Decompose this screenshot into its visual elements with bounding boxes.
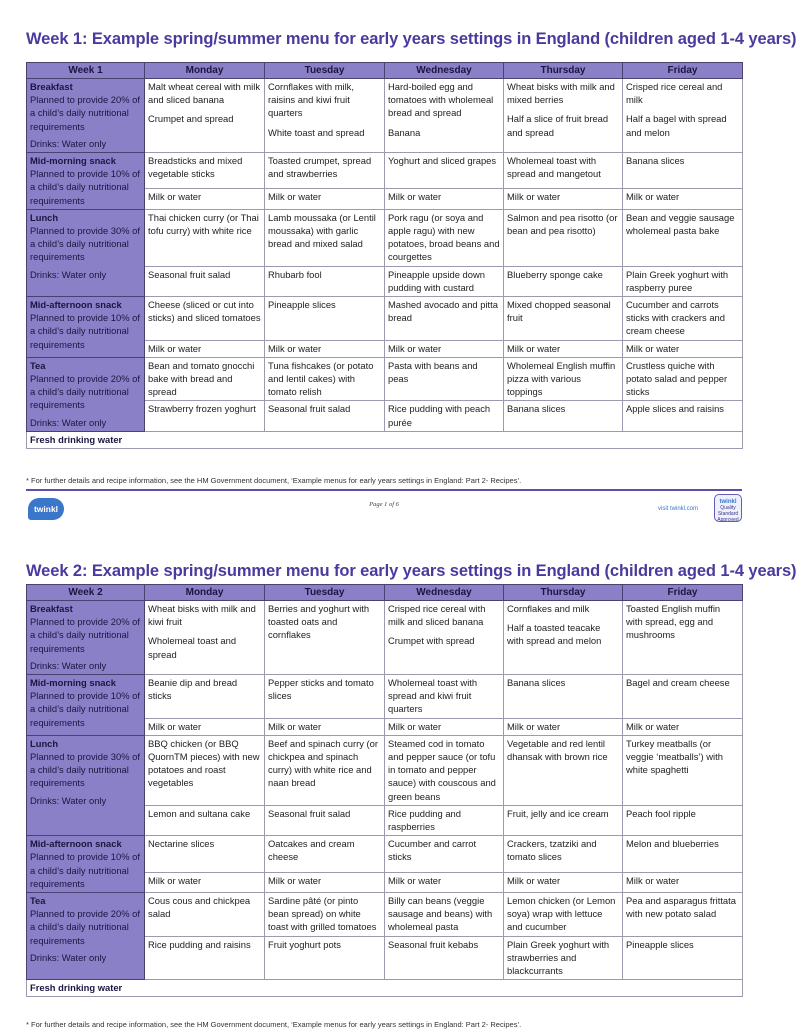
meal-plan: Planned to provide 10% of a child’s daily nutritional requirements bbox=[30, 168, 140, 206]
menu-item: Billy can beans (veggie sausage and beans) with wholemeal pasta bbox=[388, 895, 493, 933]
menu-item: Salmon and pea risotto (or bean and pea risotto) bbox=[507, 211, 618, 237]
dessert-cell: Plain Greek yoghurt with raspberry puree bbox=[623, 266, 743, 296]
menu-cell bbox=[145, 601, 265, 675]
dessert-cell: Rice pudding with peach purée bbox=[385, 401, 504, 431]
header-row bbox=[27, 63, 743, 79]
meal-row bbox=[27, 735, 743, 805]
meal-label bbox=[27, 357, 145, 431]
meal-name: Tea bbox=[30, 359, 46, 371]
menu-item: Nectarine slices bbox=[148, 838, 215, 850]
menu-cell bbox=[265, 297, 385, 341]
dessert-cell: Banana slices bbox=[504, 401, 623, 431]
menu-item: Vegetable and red lentil dhansak with brown rice bbox=[507, 737, 608, 763]
menu-cell bbox=[145, 893, 265, 937]
day-header: Monday bbox=[145, 63, 265, 79]
dessert-cell: Rice pudding and raisins bbox=[145, 936, 265, 980]
dessert-cell: Pineapple upside down pudding with custard bbox=[385, 266, 504, 296]
menu-cell bbox=[623, 893, 743, 937]
menu-item: Wheat bisks with milk and mixed berries bbox=[507, 81, 615, 106]
menu-cell bbox=[504, 601, 623, 675]
menu-cell bbox=[265, 153, 385, 189]
meal-row bbox=[27, 357, 743, 401]
menu-cell bbox=[504, 357, 623, 401]
menu-item: Banana slices bbox=[626, 155, 685, 167]
menu-item: Wholemeal toast and spread bbox=[148, 635, 237, 660]
menu-cell bbox=[623, 836, 743, 872]
meal-drinks: Drinks: Water only bbox=[30, 137, 107, 149]
drink-cell: Milk or water bbox=[623, 189, 743, 210]
week-header: Week 1 bbox=[27, 63, 145, 79]
meal-label bbox=[27, 153, 145, 210]
menu-page-week-2 bbox=[0, 540, 796, 1029]
menu-cell bbox=[623, 675, 743, 719]
menu-item: Crustless quiche with potato salad and pepper sticks bbox=[626, 359, 728, 398]
menu-item: Thai chicken curry (or Thai tofu curry) with white rice bbox=[148, 211, 259, 237]
menu-cell bbox=[385, 297, 504, 341]
menu-cell bbox=[504, 79, 623, 153]
menu-cell bbox=[265, 79, 385, 153]
drink-cell: Milk or water bbox=[504, 189, 623, 210]
meal-row bbox=[27, 297, 743, 341]
twinkl-logo: twinkl bbox=[28, 498, 64, 520]
menu-item: White toast and spread bbox=[268, 126, 365, 138]
drink-cell: Milk or water bbox=[145, 718, 265, 735]
menu-cell bbox=[504, 836, 623, 872]
drink-cell: Milk or water bbox=[385, 340, 504, 357]
meal-name: Mid-morning snack bbox=[30, 677, 116, 689]
dessert-cell: Fruit yoghurt pots bbox=[265, 936, 385, 980]
dessert-cell: Seasonal fruit salad bbox=[265, 401, 385, 431]
drink-cell: Milk or water bbox=[623, 718, 743, 735]
menu-cell bbox=[145, 836, 265, 872]
dessert-cell: Peach fool ripple bbox=[623, 805, 743, 835]
menu-item: Turkey meatballs (or veggie ‘meatballs’) with white spaghetti bbox=[626, 737, 723, 776]
meal-name: Tea bbox=[30, 895, 46, 907]
meal-plan: Planned to provide 20% of a child’s daily nutritional requirements bbox=[30, 373, 140, 411]
divider bbox=[26, 489, 742, 491]
menu-cell bbox=[385, 893, 504, 937]
fresh-water-row bbox=[27, 980, 743, 997]
menu-cell bbox=[145, 209, 265, 266]
menu-item: Toasted English muffin with spread, egg and mushrooms bbox=[626, 603, 721, 641]
menu-item: BBQ chicken (or BBQ QuornTM pieces) with new potatoes and roast vegetables bbox=[148, 737, 260, 789]
menu-item: Half a slice of fruit bread and spread bbox=[507, 113, 609, 138]
drink-cell: Milk or water bbox=[145, 872, 265, 893]
day-header: Thursday bbox=[504, 585, 623, 601]
day-header: Tuesday bbox=[265, 63, 385, 79]
menu-item: Beanie dip and bread sticks bbox=[148, 677, 238, 702]
menu-item: Half a toasted teacake with spread and melon bbox=[507, 622, 602, 647]
menu-item: Crumpet with spread bbox=[388, 635, 475, 647]
menu-item: Malt wheat cereal with milk and sliced banana bbox=[148, 81, 261, 106]
menu-item: Lemon chicken (or Lemon soya) wrap with lettuce and cucumber bbox=[507, 895, 616, 933]
menu-cell bbox=[504, 893, 623, 937]
meal-row bbox=[27, 836, 743, 872]
fresh-water: Fresh drinking water bbox=[27, 431, 743, 448]
menu-item: Crisped rice cereal with milk and sliced banana bbox=[388, 603, 486, 628]
page-title: Week 2: Example spring/summer menu for early years settings in England (children aged 1-4 years) bbox=[26, 562, 796, 580]
meal-plan: Planned to provide 10% of a child’s daily nutritional requirements bbox=[30, 312, 140, 350]
menu-item: Pork ragu (or soya and apple ragu) with new potatoes, broad beans and courgettes bbox=[388, 211, 500, 263]
menu-item: Steamed cod in tomato and pepper sauce (or tofu in tomato and pepper sauce) with couscous and green beans bbox=[388, 737, 496, 802]
menu-item: Wholemeal toast with spread and mangetout bbox=[507, 155, 601, 180]
menu-item: Tuna fishcakes (or potato and lentil cakes) with tomato relish bbox=[268, 359, 374, 398]
badge-subtext: Quality Standard Approved bbox=[717, 505, 739, 523]
menu-item: Crisped rice cereal and milk bbox=[626, 81, 723, 106]
menu-cell bbox=[145, 357, 265, 401]
meal-plan: Planned to provide 10% of a child’s daily nutritional requirements bbox=[30, 690, 140, 728]
menu-cell bbox=[385, 675, 504, 719]
menu-item: Bean and tomato gnocchi bake with bread and spread bbox=[148, 359, 255, 398]
meal-plan: Planned to provide 20% of a child’s daily nutritional requirements bbox=[30, 908, 140, 946]
meal-row bbox=[27, 153, 743, 189]
page-number: Page 1 of 6 bbox=[369, 501, 399, 508]
dessert-cell: Rhubarb fool bbox=[265, 266, 385, 296]
menu-cell bbox=[265, 209, 385, 266]
meal-row bbox=[27, 209, 743, 266]
meal-name: Mid-afternoon snack bbox=[30, 838, 122, 850]
dessert-cell: Seasonal fruit kebabs bbox=[385, 936, 504, 980]
day-header: Thursday bbox=[504, 63, 623, 79]
drink-cell: Milk or water bbox=[145, 340, 265, 357]
header-row bbox=[27, 585, 743, 601]
drink-cell: Milk or water bbox=[504, 340, 623, 357]
menu-item: Cucumber and carrots sticks with crackers and cream cheese bbox=[626, 299, 725, 337]
day-header: Friday bbox=[623, 585, 743, 601]
menu-cell bbox=[145, 735, 265, 805]
drink-cell: Milk or water bbox=[385, 718, 504, 735]
menu-item: Cheese (sliced or cut into sticks) and sliced tomatoes bbox=[148, 299, 261, 324]
page-title: Week 1: Example spring/summer menu for early years settings in England (children aged 1-4 years) bbox=[26, 30, 796, 48]
meal-label bbox=[27, 297, 145, 358]
meal-label bbox=[27, 893, 145, 980]
meal-plan: Planned to provide 20% of a child’s daily nutritional requirements bbox=[30, 94, 140, 132]
dessert-cell: Rice pudding and raspberries bbox=[385, 805, 504, 835]
menu-cell bbox=[504, 209, 623, 266]
menu-item: Banana slices bbox=[507, 677, 566, 689]
day-header: Wednesday bbox=[385, 63, 504, 79]
menu-item: Cornflakes and milk bbox=[507, 603, 590, 614]
meal-name: Mid-afternoon snack bbox=[30, 299, 122, 311]
meal-label bbox=[27, 79, 145, 153]
menu-cell bbox=[265, 735, 385, 805]
menu-item: Wheat bisks with milk and kiwi fruit bbox=[148, 603, 256, 628]
menu-cell bbox=[504, 675, 623, 719]
menu-cell bbox=[385, 357, 504, 401]
menu-item: Melon and blueberries bbox=[626, 838, 719, 850]
day-header: Wednesday bbox=[385, 585, 504, 601]
menu-cell bbox=[265, 836, 385, 872]
menu-cell bbox=[145, 297, 265, 341]
menu-item: Crumpet and spread bbox=[148, 113, 234, 125]
drink-cell: Milk or water bbox=[385, 872, 504, 893]
meal-label bbox=[27, 836, 145, 893]
drink-cell: Milk or water bbox=[504, 872, 623, 893]
menu-item: Banana bbox=[388, 126, 421, 138]
drink-cell: Milk or water bbox=[623, 340, 743, 357]
menu-cell bbox=[623, 601, 743, 675]
menu-cell bbox=[504, 297, 623, 341]
menu-item: Berries and yoghurt with toasted oats and cornflakes bbox=[268, 603, 370, 641]
menu-cell bbox=[623, 79, 743, 153]
meal-row bbox=[27, 79, 743, 153]
meal-label bbox=[27, 735, 145, 835]
menu-cell bbox=[385, 209, 504, 266]
dessert-cell: Seasonal fruit salad bbox=[265, 805, 385, 835]
dessert-cell: Strawberry frozen yoghurt bbox=[145, 401, 265, 431]
menu-cell bbox=[504, 153, 623, 189]
meal-name: Lunch bbox=[30, 211, 59, 223]
drink-cell: Milk or water bbox=[265, 718, 385, 735]
dessert-cell: Seasonal fruit salad bbox=[145, 266, 265, 296]
meal-plan: Planned to provide 30% of a child’s daily nutritional requirements bbox=[30, 751, 140, 789]
meal-drinks: Drinks: Water only bbox=[30, 951, 107, 963]
menu-item: Mixed chopped seasonal fruit bbox=[507, 299, 611, 324]
menu-cell bbox=[385, 79, 504, 153]
menu-cell bbox=[385, 153, 504, 189]
meal-name: Breakfast bbox=[30, 81, 73, 92]
menu-item: Yoghurt and sliced grapes bbox=[388, 155, 497, 167]
menu-item: Beef and spinach curry (or chickpea and spinach curry) with white rice and naan bread bbox=[268, 737, 378, 789]
drink-cell: Milk or water bbox=[265, 189, 385, 210]
drink-cell: Milk or water bbox=[385, 189, 504, 210]
meal-row bbox=[27, 893, 743, 937]
menu-item: Crackers, tzatziki and tomato slices bbox=[507, 838, 597, 863]
menu-cell bbox=[145, 79, 265, 153]
menu-cell bbox=[265, 893, 385, 937]
meal-drinks: Drinks: Water only bbox=[30, 794, 107, 806]
meal-name: Breakfast bbox=[30, 603, 73, 614]
menu-cell bbox=[623, 153, 743, 189]
fresh-water: Fresh drinking water bbox=[27, 980, 743, 997]
menu-item: Bean and veggie sausage wholemeal pasta bake bbox=[626, 211, 735, 237]
menu-item: Breadsticks and mixed vegetable sticks bbox=[148, 155, 243, 180]
menu-table bbox=[26, 62, 743, 449]
meal-plan: Planned to provide 20% of a child’s daily nutritional requirements bbox=[30, 616, 140, 654]
day-header: Friday bbox=[623, 63, 743, 79]
meal-row bbox=[27, 601, 743, 675]
menu-item: Pea and asparagus frittata with new potato salad bbox=[626, 895, 736, 920]
menu-item: Wholemeal English muffin pizza with various toppings bbox=[507, 359, 616, 398]
menu-item: Pepper sticks and tomato slices bbox=[268, 677, 374, 702]
menu-cell bbox=[385, 735, 504, 805]
meal-label bbox=[27, 209, 145, 296]
drink-cell: Milk or water bbox=[145, 189, 265, 210]
menu-cell bbox=[623, 735, 743, 805]
menu-cell bbox=[385, 601, 504, 675]
week-header: Week 2 bbox=[27, 585, 145, 601]
meal-row bbox=[27, 675, 743, 719]
menu-item: Cornflakes with milk, raisins and kiwi fruit quarters bbox=[268, 81, 354, 119]
menu-cell bbox=[145, 153, 265, 189]
footnote: * For further details and recipe information, see the HM Government document, ‘Example menus for early years settings in England: Part 2- Recipes’. bbox=[26, 1020, 522, 1029]
drink-cell: Milk or water bbox=[623, 872, 743, 893]
menu-item: Sardine pâté (or pinto bean spread) on white toast with grilled tomatoes bbox=[268, 895, 377, 933]
menu-cell bbox=[265, 357, 385, 401]
menu-item: Mashed avocado and pitta bread bbox=[388, 299, 498, 324]
meal-drinks: Drinks: Water only bbox=[30, 416, 107, 428]
menu-item: Cucumber and carrot sticks bbox=[388, 838, 477, 863]
menu-item: Pasta with beans and peas bbox=[388, 359, 478, 385]
day-header: Monday bbox=[145, 585, 265, 601]
meal-label bbox=[27, 675, 145, 736]
visit-link[interactable]: visit twinkl.com bbox=[658, 506, 699, 512]
dessert-cell: Fruit, jelly and ice cream bbox=[504, 805, 623, 835]
meal-plan: Planned to provide 30% of a child’s daily nutritional requirements bbox=[30, 225, 140, 263]
menu-item: Cous cous and chickpea salad bbox=[148, 895, 251, 920]
fresh-water-row bbox=[27, 431, 743, 448]
quality-badge bbox=[714, 494, 742, 522]
menu-item: Bagel and cream cheese bbox=[626, 677, 730, 689]
meal-label bbox=[27, 601, 145, 675]
day-header: Tuesday bbox=[265, 585, 385, 601]
menu-cell bbox=[623, 357, 743, 401]
meal-drinks: Drinks: Water only bbox=[30, 659, 107, 671]
meal-plan: Planned to provide 10% of a child’s daily nutritional requirements bbox=[30, 851, 140, 889]
drink-cell: Milk or water bbox=[265, 872, 385, 893]
dessert-cell: Blueberry sponge cake bbox=[504, 266, 623, 296]
dessert-cell: Lemon and sultana cake bbox=[145, 805, 265, 835]
menu-cell bbox=[145, 675, 265, 719]
menu-item: Hard-boiled egg and tomatoes with wholemeal bread and spread bbox=[388, 81, 494, 119]
menu-cell bbox=[385, 836, 504, 872]
menu-item: Pineapple slices bbox=[268, 299, 336, 311]
menu-item: Lamb moussaka (or Lentil moussaka) with garlic bread and mixed salad bbox=[268, 211, 376, 250]
meal-name: Lunch bbox=[30, 737, 59, 749]
menu-cell bbox=[623, 209, 743, 266]
menu-cell bbox=[504, 735, 623, 805]
menu-item: Half a bagel with spread and melon bbox=[626, 113, 727, 138]
footnote: * For further details and recipe information, see the HM Government document, ‘Example menus for early years settings in England: Part 2- Recipes’. bbox=[26, 476, 522, 485]
badge-brand: twinkl bbox=[719, 499, 737, 505]
menu-item: Toasted crumpet, spread and strawberries bbox=[268, 155, 372, 180]
dessert-cell: Plain Greek yoghurt with strawberries and blackcurrants bbox=[504, 936, 623, 980]
drink-cell: Milk or water bbox=[265, 340, 385, 357]
drink-cell: Milk or water bbox=[504, 718, 623, 735]
meal-name: Mid-morning snack bbox=[30, 155, 116, 167]
menu-cell bbox=[265, 601, 385, 675]
dessert-cell: Pineapple slices bbox=[623, 936, 743, 980]
dessert-cell: Apple slices and raisins bbox=[623, 401, 743, 431]
menu-cell bbox=[265, 675, 385, 719]
menu-table bbox=[26, 584, 743, 997]
menu-item: Wholemeal toast with spread and kiwi fruit quarters bbox=[388, 677, 478, 715]
menu-cell bbox=[623, 297, 743, 341]
meal-drinks: Drinks: Water only bbox=[30, 268, 107, 280]
menu-item: Oatcakes and cream cheese bbox=[268, 838, 355, 863]
